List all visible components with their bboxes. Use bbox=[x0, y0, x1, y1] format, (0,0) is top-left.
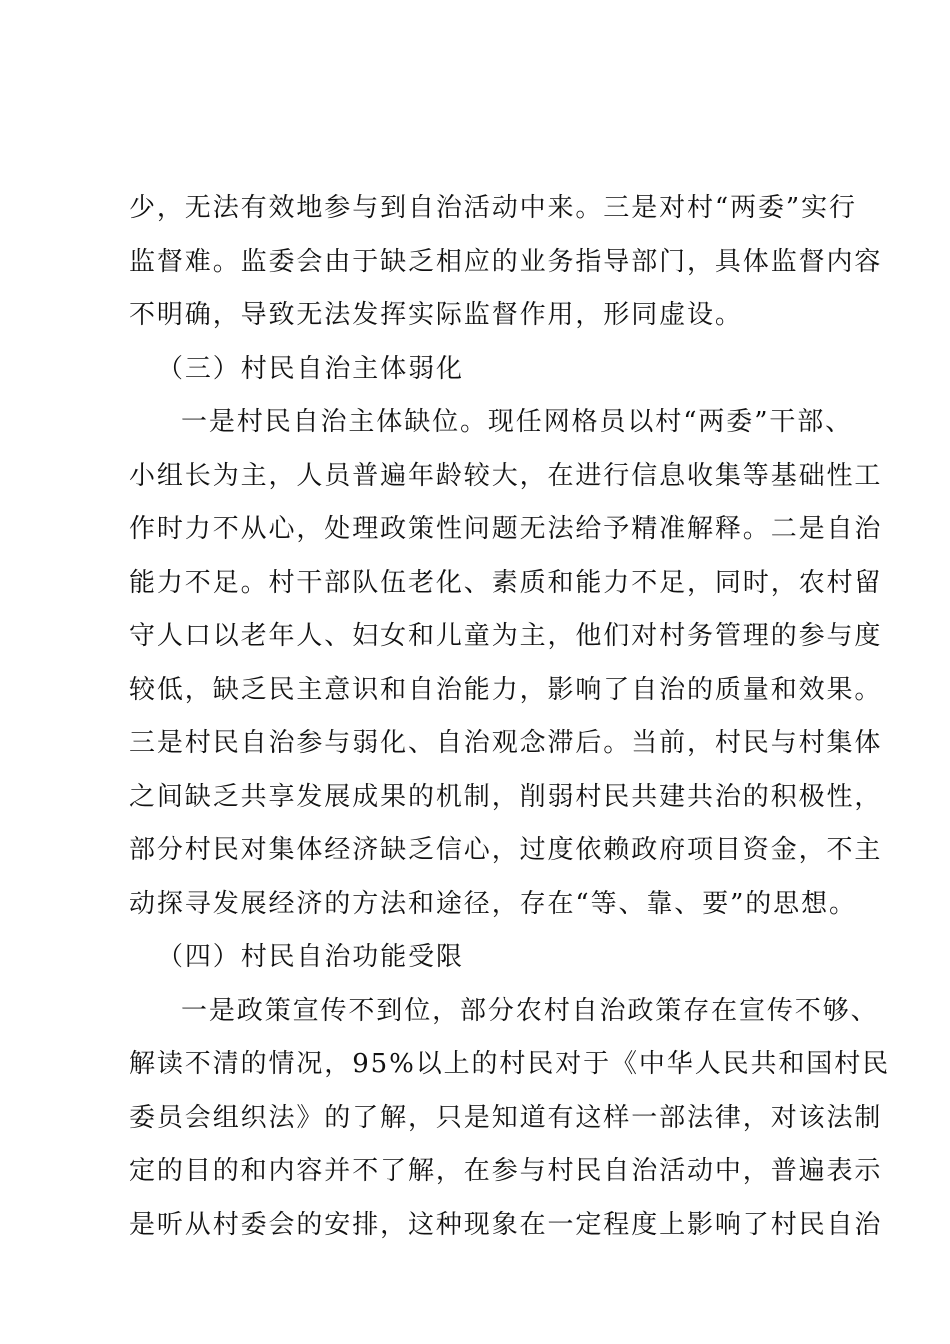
text-line: 定的目的和内容并不了解，在参与村民自治活动中，普遍表示 bbox=[129, 1156, 883, 1186]
text-line: 守人口以老年人、妇女和儿童为主，他们对村务管理的参与度 bbox=[129, 621, 883, 651]
section-heading-4: （四）村民自治功能受限 bbox=[157, 942, 464, 972]
text-line: 动探寻发展经济的方法和途径，存在“等、靠、要”的思想。 bbox=[129, 888, 857, 919]
text-line: 是听从村委会的安排，这种现象在一定程度上影响了村民自治 bbox=[129, 1209, 883, 1240]
body-text bbox=[129, 182, 890, 1252]
text-line: 不明确，导致无法发挥实际监督作用，形同虚设。 bbox=[129, 300, 743, 330]
text-line: 一是政策宣传不到位，部分农村自治政策存在宣传不够、 bbox=[181, 995, 879, 1026]
text-line: 少，无法有效地参与到自治活动中来。三是对村“两委”实行 bbox=[129, 193, 857, 223]
text-line: 之间缺乏共享发展成果的机制，削弱村民共建共治的积极性， bbox=[129, 781, 883, 812]
section-heading-3: （三）村民自治主体弱化 bbox=[157, 353, 464, 384]
text-line: 较低，缺乏民主意识和自治能力，影响了自治的质量和效果。 bbox=[129, 674, 883, 705]
text-line: 部分村民对集体经济缺乏信心，过度依赖政府项目资金，不主 bbox=[129, 835, 883, 865]
text-line: 小组长为主，人员普遍年龄较大，在进行信息收集等基础性工 bbox=[129, 460, 883, 491]
text-line: 三是村民自治参与弱化、自治观念滞后。当前，村民与村集体 bbox=[129, 728, 883, 758]
text-line: 委员会组织法》的了解，只是知道有这样一部法律，对该法制 bbox=[129, 1102, 883, 1133]
text-line: 解读不清的情况，95%以上的村民对于《中华人民共和国村民 bbox=[129, 1049, 890, 1079]
text-line: 监督难。监委会由于缺乏相应的业务指导部门，具体监督内容 bbox=[129, 246, 883, 277]
text-line: 能力不足。村干部队伍老化、素质和能力不足，同时，农村留 bbox=[129, 567, 883, 598]
text-line: 作时力不从心，处理政策性问题无法给予精准解释。二是自治 bbox=[129, 514, 883, 544]
text-line: 一是村民自治主体缺位。现任网格员以村“两委”干部、 bbox=[181, 407, 854, 437]
